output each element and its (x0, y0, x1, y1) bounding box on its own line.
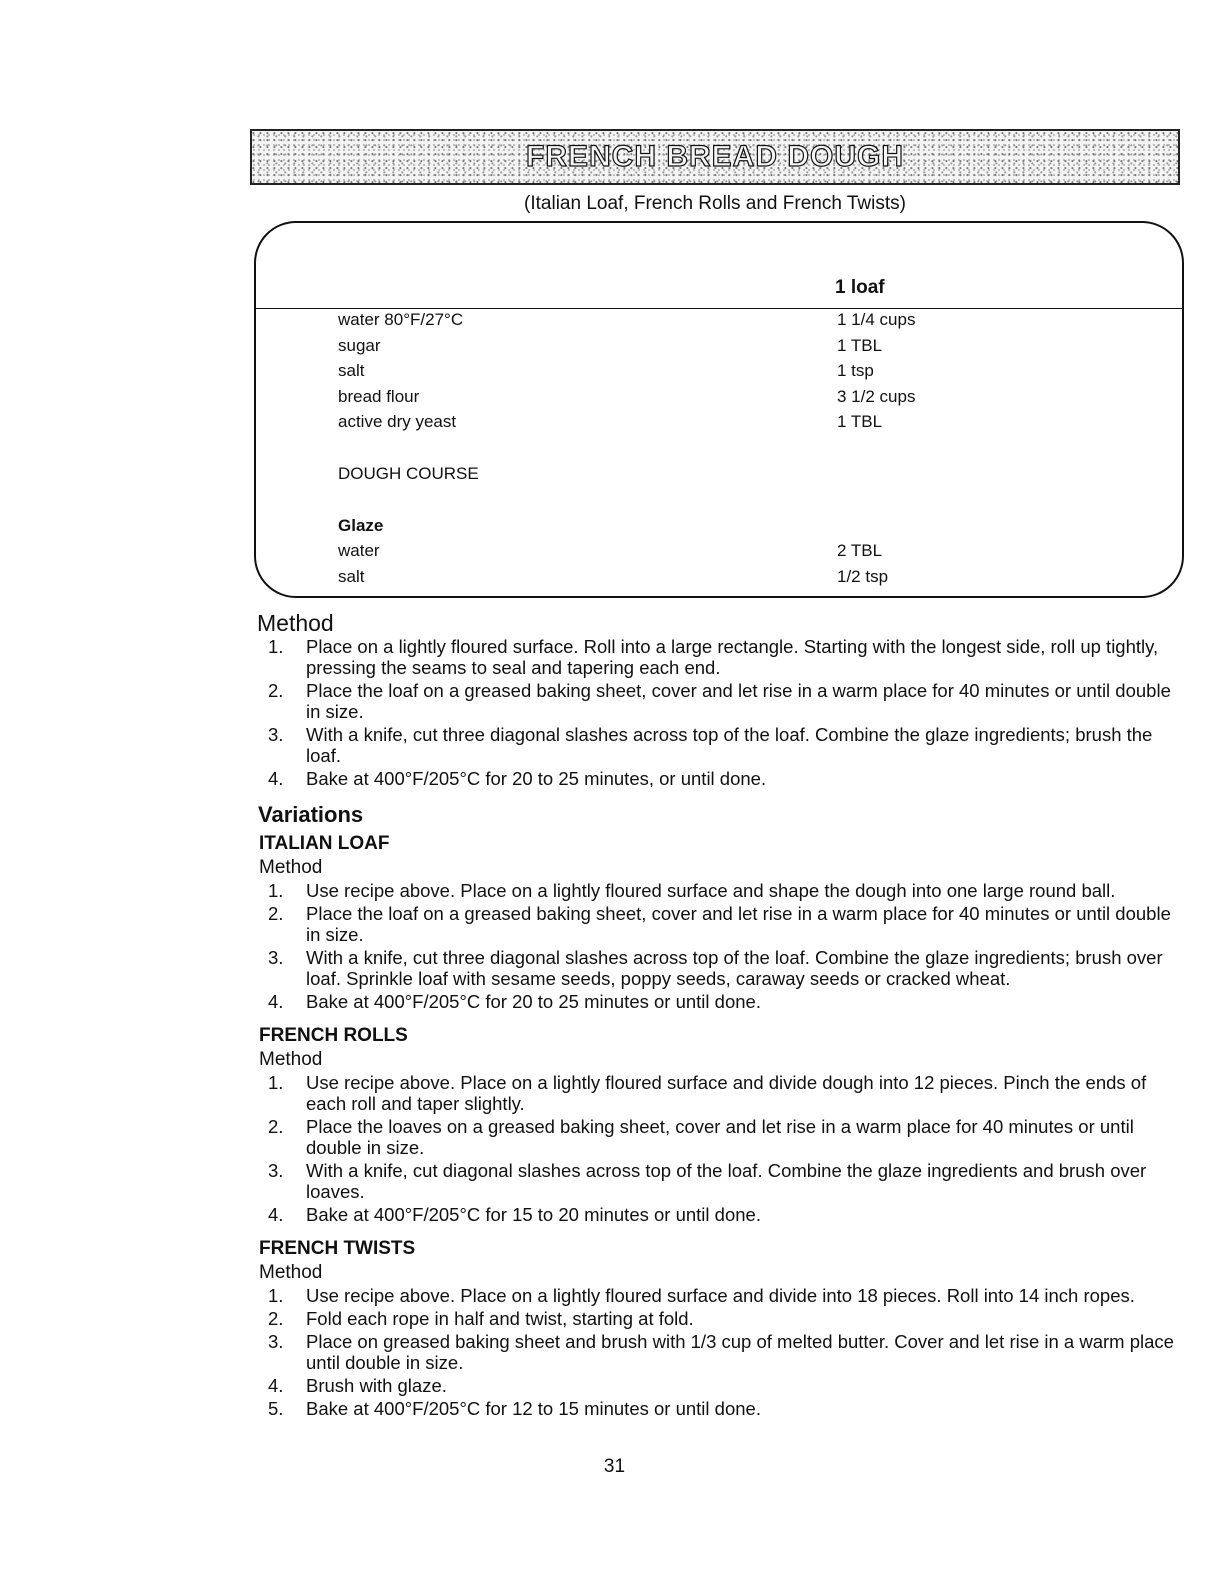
ingredients-divider (256, 308, 1182, 309)
variation-step (258, 1285, 1188, 1306)
glaze-name: water (338, 541, 380, 560)
method-steps (258, 636, 1188, 791)
step-number: 2. (268, 680, 284, 701)
ingredient-name: sugar (338, 336, 381, 355)
step-text: Place the loaf on a greased baking sheet, cover and let rise in a warm place for 40 minutes or until double in size. (306, 903, 1171, 945)
variation-step (258, 903, 1188, 945)
step-number: 4. (268, 768, 284, 789)
step-text: With a knife, cut three diagonal slashes across top of the loaf. Combine the glaze ingredients; brush over loaf. Sprinkle loaf with sesame seeds, poppy seeds, caraway seeds or cracked wheat. (306, 947, 1163, 989)
step-number: 1. (268, 1285, 284, 1306)
variation-step (258, 1116, 1188, 1158)
method-step (258, 768, 1188, 789)
step-number: 3. (268, 1160, 284, 1181)
step-number: 2. (268, 903, 284, 924)
french-twists-method-label: Method (259, 1262, 323, 1283)
step-number: 2. (268, 1116, 284, 1137)
step-number: 1. (268, 1072, 284, 1093)
yield-column-header: 1 loaf (835, 277, 885, 298)
italian-loaf-title: ITALIAN LOAF (259, 833, 390, 854)
step-text: With a knife, cut diagonal slashes across top of the loaf. Combine the glaze ingredients and brush over loaves. (306, 1160, 1147, 1202)
step-text: Use recipe above. Place on a lightly floured surface and shape the dough into one large round ball. (306, 880, 1116, 901)
french-rolls-steps (258, 1072, 1188, 1227)
step-text: Place on a lightly floured surface. Roll into a large rectangle. Starting with the longest side, roll up tightly, pressing the seams to seal and tapering each end. (306, 636, 1159, 678)
variation-step (258, 1308, 1188, 1329)
french-rolls-title: FRENCH ROLLS (259, 1025, 408, 1046)
ingredient-name: salt (338, 361, 365, 380)
variation-step (258, 1331, 1188, 1373)
ingredient-qty: 1 TBL (837, 412, 883, 431)
subtitle: (Italian Loaf, French Rolls and French Twists) (524, 193, 906, 214)
step-text: Bake at 400°F/205°C for 15 to 20 minutes or until done. (306, 1204, 761, 1225)
ingredients-box (254, 221, 1184, 598)
italian-loaf-steps (258, 880, 1188, 1014)
french-twists-title: FRENCH TWISTS (259, 1238, 416, 1259)
step-number: 4. (268, 991, 284, 1012)
ingredient-qty: 1 1/4 cups (837, 310, 916, 329)
method-step (258, 724, 1188, 766)
variation-step (258, 1160, 1188, 1202)
step-text: Use recipe above. Place on a lightly floured surface and divide into 18 pieces. Roll into 14 inch ropes. (306, 1285, 1135, 1306)
step-text: With a knife, cut three diagonal slashes across top of the loaf. Combine the glaze ingredients; brush the loaf. (306, 724, 1153, 766)
variation-step (258, 1398, 1188, 1419)
step-text: Place the loaf on a greased baking sheet, cover and let rise in a warm place for 40 minutes or until double in size. (306, 680, 1171, 722)
step-number: 5. (268, 1398, 284, 1419)
course-label: DOUGH COURSE (338, 464, 479, 483)
step-number: 1. (268, 880, 284, 901)
step-number: 4. (268, 1375, 284, 1396)
french-twists-steps (258, 1285, 1188, 1421)
step-text: Use recipe above. Place on a lightly floured surface and divide dough into 12 pieces. Pinch the ends of each roll and taper slightly. (306, 1072, 1147, 1114)
variation-step (258, 947, 1188, 989)
step-text: Bake at 400°F/205°C for 20 to 25 minutes, or until done. (306, 768, 767, 789)
variation-step (258, 1375, 1188, 1396)
variations-heading: Variations (258, 802, 364, 827)
ingredient-qty: 1 TBL (837, 336, 883, 355)
step-text: Brush with glaze. (306, 1375, 447, 1396)
step-text: Place on greased baking sheet and brush with 1/3 cup of melted butter. Cover and let rise in a warm place until double in size. (306, 1331, 1174, 1373)
step-number: 3. (268, 724, 284, 745)
method-step (258, 680, 1188, 722)
italian-loaf-method-label: Method (259, 857, 323, 878)
step-text: Place the loaves on a greased baking sheet, cover and let rise in a warm place for 40 minutes or until double in size. (306, 1116, 1134, 1158)
step-number: 2. (268, 1308, 284, 1329)
step-number: 4. (268, 1204, 284, 1225)
page-number: 31 (603, 1456, 626, 1477)
ingredient-name: active dry yeast (338, 412, 457, 431)
french-rolls-method-label: Method (259, 1049, 323, 1070)
step-text: Bake at 400°F/205°C for 12 to 15 minutes or until done. (306, 1398, 761, 1419)
step-number: 3. (268, 1331, 284, 1352)
variation-step (258, 991, 1188, 1012)
method-step (258, 636, 1188, 678)
step-number: 3. (268, 947, 284, 968)
title-banner (250, 129, 1180, 185)
ingredient-name: water 80°F/27°C (338, 310, 464, 329)
glaze-qty: 1/2 tsp (837, 567, 889, 586)
glaze-name: salt (338, 567, 365, 586)
step-number: 1. (268, 636, 284, 657)
step-text: Fold each rope in half and twist, starting at fold. (306, 1308, 694, 1329)
page-title: FRENCH BREAD DOUGH (526, 140, 904, 173)
variation-step (258, 880, 1188, 901)
ingredient-name: bread flour (338, 387, 420, 406)
variation-step (258, 1072, 1188, 1114)
step-text: Bake at 400°F/205°C for 20 to 25 minutes or until done. (306, 991, 761, 1012)
glaze-qty: 2 TBL (837, 541, 883, 560)
method-heading: Method (257, 610, 334, 636)
ingredient-qty: 3 1/2 cups (837, 387, 916, 406)
variation-step (258, 1204, 1188, 1225)
ingredient-qty: 1 tsp (837, 361, 874, 380)
glaze-heading: Glaze (338, 516, 384, 535)
